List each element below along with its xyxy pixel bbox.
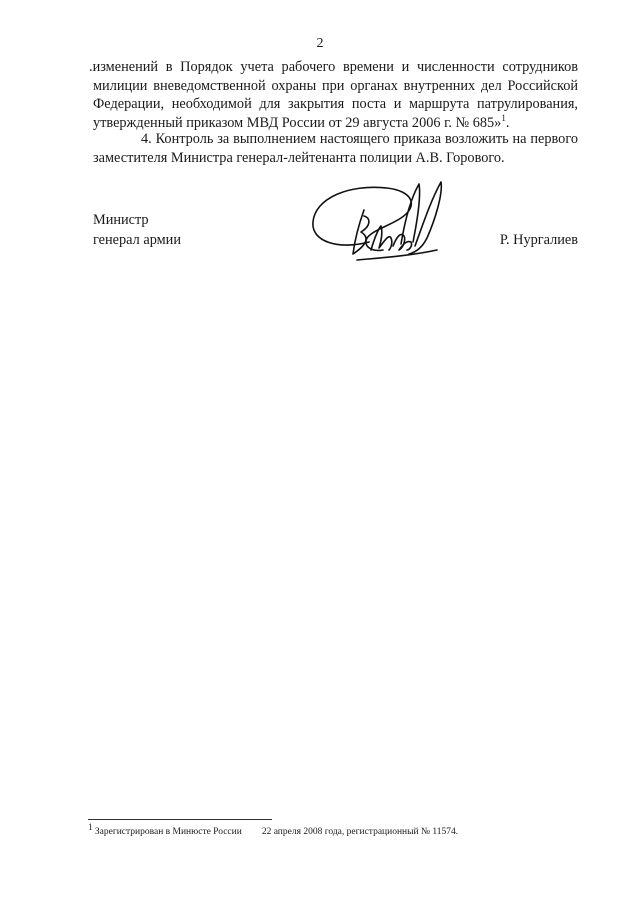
footnote bbox=[88, 821, 588, 838]
paragraph-1-text: изменений в Порядок учета рабочего времени и численности сотрудников милиции вневедомственной охраны при органах внутренних дел Российской Федерации, необходимой для закрытия поста и маршрута патрулирования, утвержденный приказом МВД России от 29 августа 2006 г. № 685» bbox=[92, 59, 578, 131]
leading-dot: . bbox=[89, 59, 93, 75]
signatory-position bbox=[93, 210, 181, 250]
handwritten-signature bbox=[309, 180, 459, 280]
footnote-marker: 1 bbox=[88, 821, 93, 832]
paragraph-4-control: 4. Контроль за выполнением настоящего приказа возложить на первого заместителя Министра генерал-лейтенанта полиции А.В. Горового. bbox=[93, 131, 578, 166]
footnote-text-registration: Зарегистрирован в Минюсте России bbox=[94, 827, 242, 837]
page-number: 2 bbox=[316, 36, 324, 51]
signatory-title: Министр bbox=[93, 212, 149, 228]
signatory-name: Р. Нургалиев bbox=[499, 232, 578, 248]
footnote-separator bbox=[88, 819, 272, 820]
footnote-text-date: 22 апреля 2008 года, регистрационный № 11574. bbox=[261, 827, 459, 837]
signatory-rank: генерал армии bbox=[93, 232, 181, 248]
paragraph-continuation bbox=[89, 58, 578, 132]
footnote-reference: 1 bbox=[501, 113, 506, 124]
paragraph-1-end: . bbox=[505, 114, 510, 131]
signature-block bbox=[93, 210, 578, 280]
